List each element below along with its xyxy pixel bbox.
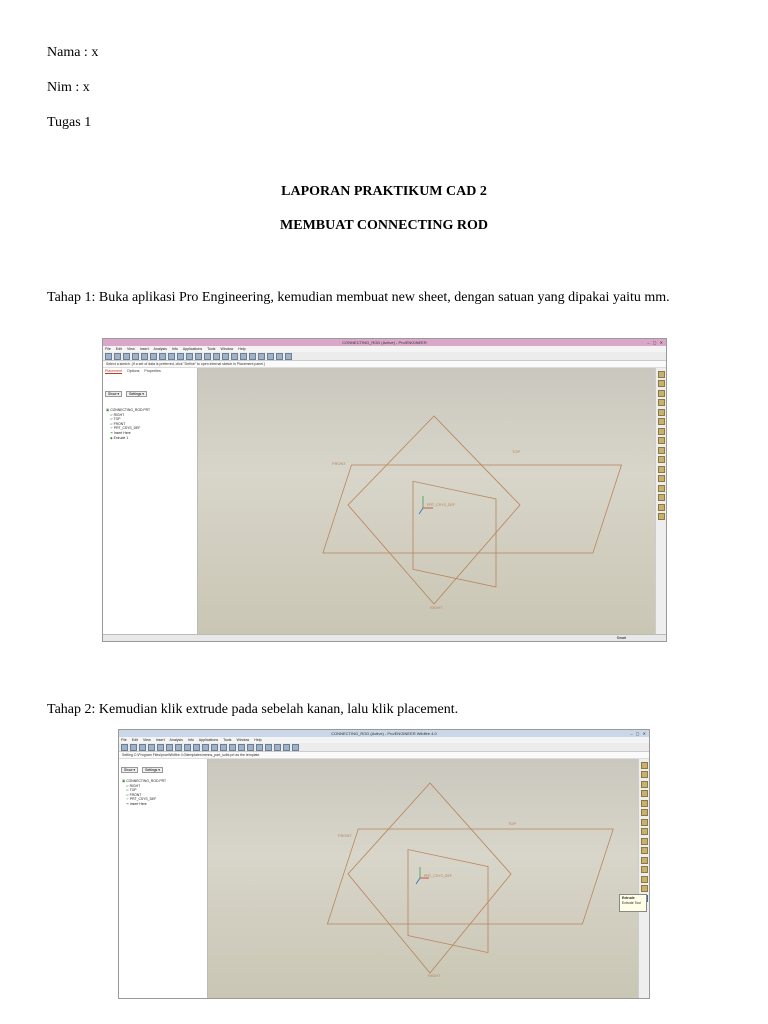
rib-icon[interactable]	[641, 838, 648, 845]
tab-placement[interactable]: Placement	[105, 369, 122, 373]
menu-help[interactable]: Help	[254, 738, 262, 742]
revolve-icon[interactable]	[658, 437, 665, 444]
paste-icon[interactable]	[177, 353, 184, 360]
find-icon[interactable]	[211, 744, 218, 751]
show-button[interactable]: Show ▾	[105, 391, 122, 397]
plane-right	[348, 783, 511, 973]
csys-label: PRT_CSYS_DEF	[424, 874, 453, 878]
plane-label-right: RIGHT	[428, 973, 441, 978]
menu-info[interactable]: Info	[171, 347, 178, 351]
tree-item-label: RIGHT	[129, 783, 141, 788]
pattern-icon[interactable]	[658, 513, 665, 520]
csys-tool-icon[interactable]	[641, 800, 648, 807]
plane-icon: ▱	[110, 412, 113, 417]
datum-axis-icon[interactable]	[658, 380, 665, 387]
menu-analysis[interactable]: Analysis	[153, 347, 167, 351]
menu-applications[interactable]: Applications	[198, 738, 219, 742]
toolbar	[119, 743, 649, 752]
tree-item[interactable]	[122, 779, 166, 784]
axis-display-icon[interactable]	[283, 744, 290, 751]
report-subtitle: MEMBUAT CONNECTING ROD	[280, 218, 488, 233]
menu-analysis[interactable]: Analysis	[169, 738, 183, 742]
plane-icon: ▱	[126, 783, 129, 788]
tree-item-label: Insert Here	[129, 801, 147, 806]
plane-icon: ▱	[110, 421, 113, 426]
round-icon[interactable]	[658, 485, 665, 492]
copy-icon[interactable]	[168, 353, 175, 360]
extrude-icon: ◆	[110, 435, 113, 440]
menu-edit[interactable]: Edit	[115, 347, 122, 351]
window-controls[interactable]: – ▢ ✕	[647, 340, 664, 345]
menu-view[interactable]: View	[143, 738, 151, 742]
tree-item-label: FRONT	[113, 421, 126, 426]
plane-label-top: TOP	[512, 449, 521, 454]
plane-icon: ▱	[126, 792, 129, 797]
plane-label-top: TOP	[508, 821, 517, 826]
window-controls[interactable]: – ▢ ✕	[630, 731, 647, 736]
step-2-screenshot	[118, 729, 650, 999]
plane-label-front: FRONT	[338, 833, 352, 838]
tree-item-label: Insert Here	[113, 430, 131, 435]
orient-icon[interactable]	[231, 353, 238, 360]
dashboard-tabs	[105, 369, 165, 373]
axis-display-icon[interactable]	[267, 353, 274, 360]
feature-toolbar	[638, 759, 649, 998]
step-2-text: Tahap 2: Kemudian klik extrude pada sebelah kanan, lalu klik placement.	[47, 702, 459, 717]
datum-axis-icon[interactable]	[641, 771, 648, 778]
graphics-area[interactable]	[198, 368, 655, 634]
cut-icon[interactable]	[175, 744, 182, 751]
step-1-text: Tahap 1: Buka aplikasi Pro Engineering, kemudian membuat new sheet, dengan satuan yang dipakai yaitu mm.	[47, 290, 670, 305]
pattern-icon[interactable]	[641, 885, 648, 892]
assignment-label: Tugas 1	[47, 115, 92, 130]
plane-display-icon[interactable]	[258, 353, 265, 360]
find-icon[interactable]	[195, 353, 202, 360]
datum-plane-icon[interactable]	[641, 762, 648, 769]
redo-icon[interactable]	[150, 353, 157, 360]
student-name: Nama : x	[47, 45, 99, 60]
new-icon[interactable]	[121, 744, 128, 751]
paste-icon[interactable]	[193, 744, 200, 751]
tree-item-label: FRONT	[129, 792, 142, 797]
undo-icon[interactable]	[157, 744, 164, 751]
filter-select[interactable]: Smart	[616, 636, 626, 640]
mirror-icon[interactable]	[641, 876, 648, 883]
model-tree-panel	[103, 368, 198, 634]
tree-item-label: PRT_CSYS_DEF	[113, 426, 141, 431]
tooltip-subtitle: Extrude Tool	[622, 900, 641, 905]
display-style-icon[interactable]	[265, 744, 272, 751]
menu-applications[interactable]: Applications	[182, 347, 203, 351]
toolbar-icons	[121, 744, 299, 750]
zoom-icon[interactable]	[204, 353, 211, 360]
tab-properties[interactable]: Properties	[144, 369, 161, 373]
rib-icon[interactable]	[658, 466, 665, 473]
datum-planes-drawing	[208, 759, 638, 998]
open-icon[interactable]	[130, 744, 137, 751]
chamfer-icon[interactable]	[641, 866, 648, 873]
tree-buttons	[105, 392, 150, 396]
menu-file[interactable]: File	[121, 738, 127, 742]
graphics-area[interactable]	[208, 759, 638, 998]
refit-icon[interactable]	[222, 353, 229, 360]
plane-label-right: RIGHT	[430, 605, 443, 610]
datum-plane-icon[interactable]	[658, 371, 665, 378]
extrude-icon[interactable]	[658, 428, 665, 435]
insert-arrow-icon: ➜	[110, 430, 113, 435]
tooltip-title: Extrude	[622, 896, 635, 900]
tree-item[interactable]	[122, 802, 166, 807]
settings-button[interactable]: Settings ▾	[142, 767, 163, 773]
csys-label: PRT_CSYS_DEF	[427, 503, 456, 507]
draft-icon[interactable]	[658, 475, 665, 482]
sketch-icon[interactable]	[641, 809, 648, 816]
csys-display-icon[interactable]	[285, 353, 292, 360]
tree-item-label: CONNECTING_ROD.PRT	[126, 779, 167, 783]
view-list-icon[interactable]	[240, 353, 247, 360]
tree-item-label: TOP	[113, 417, 121, 422]
zoom-out-icon[interactable]	[213, 353, 220, 360]
status-bar	[103, 634, 666, 641]
regen-icon[interactable]	[186, 353, 193, 360]
insert-arrow-icon: ➜	[126, 801, 129, 806]
open-icon[interactable]	[114, 353, 121, 360]
hole-icon[interactable]	[658, 447, 665, 454]
zoom-out-icon[interactable]	[229, 744, 236, 751]
csys-icon: ⊹	[126, 797, 129, 802]
menu-window[interactable]: Window	[220, 347, 234, 351]
datum-point-icon[interactable]	[641, 790, 648, 797]
settings-button[interactable]: Settings ▾	[126, 391, 147, 397]
toolbar-icons	[105, 353, 292, 359]
menu-file[interactable]: File	[105, 347, 111, 351]
tab-options[interactable]: Options	[126, 369, 140, 373]
student-nim: Nim : x	[47, 80, 90, 95]
menu-help[interactable]: Help	[238, 347, 246, 351]
chamfer-icon[interactable]	[658, 494, 665, 501]
plane-front	[323, 465, 622, 553]
plane-front	[327, 829, 613, 924]
shell-icon[interactable]	[658, 456, 665, 463]
redo-icon[interactable]	[166, 744, 173, 751]
new-icon[interactable]	[105, 353, 112, 360]
tree-item-label: TOP	[129, 788, 137, 793]
cut-icon[interactable]	[159, 353, 166, 360]
message-bar: Select a sketch. (If a set of data is preferred, click "Define" to open internal sketch in Placement panel.)	[103, 361, 666, 368]
datum-point-icon[interactable]	[658, 399, 665, 406]
part-icon: ▣	[122, 779, 126, 783]
plane-icon: ▱	[126, 788, 129, 793]
plane-label-front: FRONT	[332, 461, 346, 466]
toolbar	[103, 352, 666, 361]
model-tree-panel	[119, 759, 208, 998]
print-icon[interactable]	[148, 744, 155, 751]
csys-icon: ⊹	[110, 426, 113, 431]
model-tree	[122, 779, 166, 807]
menu-insert[interactable]: Insert	[139, 347, 149, 351]
tree-item-label: RIGHT	[113, 412, 125, 417]
message-bar: Setting C:\Program Files\proeWildfire 4.0\templates\mmns_part_solid.prt as the template.	[119, 752, 649, 759]
menu-tools[interactable]: Tools	[223, 738, 232, 742]
point-display-icon[interactable]	[292, 744, 299, 751]
plane-top	[408, 850, 488, 953]
datum-curve-icon[interactable]	[641, 781, 648, 788]
window-title: CONNECTING_ROD (Active) - Pro/ENGINEER	[342, 340, 427, 345]
orient-icon[interactable]	[247, 744, 254, 751]
mirror-icon[interactable]	[658, 504, 665, 511]
tree-item-label: CONNECTING_ROD.PRT	[110, 408, 151, 412]
draft-icon[interactable]	[641, 847, 648, 854]
shell-icon[interactable]	[641, 828, 648, 835]
point-display-icon[interactable]	[276, 353, 283, 360]
plane-right	[348, 416, 520, 604]
refit-icon[interactable]	[238, 744, 245, 751]
menu-info[interactable]: Info	[187, 738, 194, 742]
window-title: CONNECTING_ROD (Active) - Pro/ENGINEER Wildfire 4.0	[331, 731, 437, 736]
window-titlebar	[119, 730, 649, 737]
print-icon[interactable]	[132, 353, 139, 360]
hole-icon[interactable]	[641, 819, 648, 826]
tree-buttons	[121, 768, 166, 772]
undo-icon[interactable]	[141, 353, 148, 360]
display-style-icon[interactable]	[249, 353, 256, 360]
plane-display-icon[interactable]	[274, 744, 281, 751]
save-icon[interactable]	[139, 744, 146, 751]
view-list-icon[interactable]	[256, 744, 263, 751]
datum-planes-drawing	[198, 368, 655, 634]
window-titlebar	[103, 339, 666, 346]
regen-icon[interactable]	[202, 744, 209, 751]
datum-curve-icon[interactable]	[658, 390, 665, 397]
menu-view[interactable]: View	[127, 347, 135, 351]
tree-item-label: Extrude 1	[113, 435, 129, 440]
menu-insert[interactable]: Insert	[155, 738, 165, 742]
plane-top	[413, 481, 496, 587]
plane-icon: ▱	[110, 417, 113, 422]
extrude-tooltip	[619, 894, 647, 912]
step-1-screenshot	[102, 338, 667, 642]
menu-edit[interactable]: Edit	[131, 738, 138, 742]
save-icon[interactable]	[123, 353, 130, 360]
round-icon[interactable]	[641, 857, 648, 864]
menu-window[interactable]: Window	[236, 738, 250, 742]
tree-item[interactable]	[106, 436, 150, 441]
tree-item[interactable]	[106, 408, 150, 413]
menu-tools[interactable]: Tools	[207, 347, 216, 351]
feature-toolbar	[655, 368, 666, 634]
model-tree	[106, 408, 150, 440]
copy-icon[interactable]	[184, 744, 191, 751]
sketch-icon[interactable]	[658, 418, 665, 425]
zoom-icon[interactable]	[220, 744, 227, 751]
part-icon: ▣	[106, 408, 110, 412]
tree-item-label: PRT_CSYS_DEF	[129, 797, 157, 802]
report-title: LAPORAN PRAKTIKUM CAD 2	[281, 184, 487, 199]
show-button[interactable]: Show ▾	[121, 767, 138, 773]
csys-tool-icon[interactable]	[658, 409, 665, 416]
